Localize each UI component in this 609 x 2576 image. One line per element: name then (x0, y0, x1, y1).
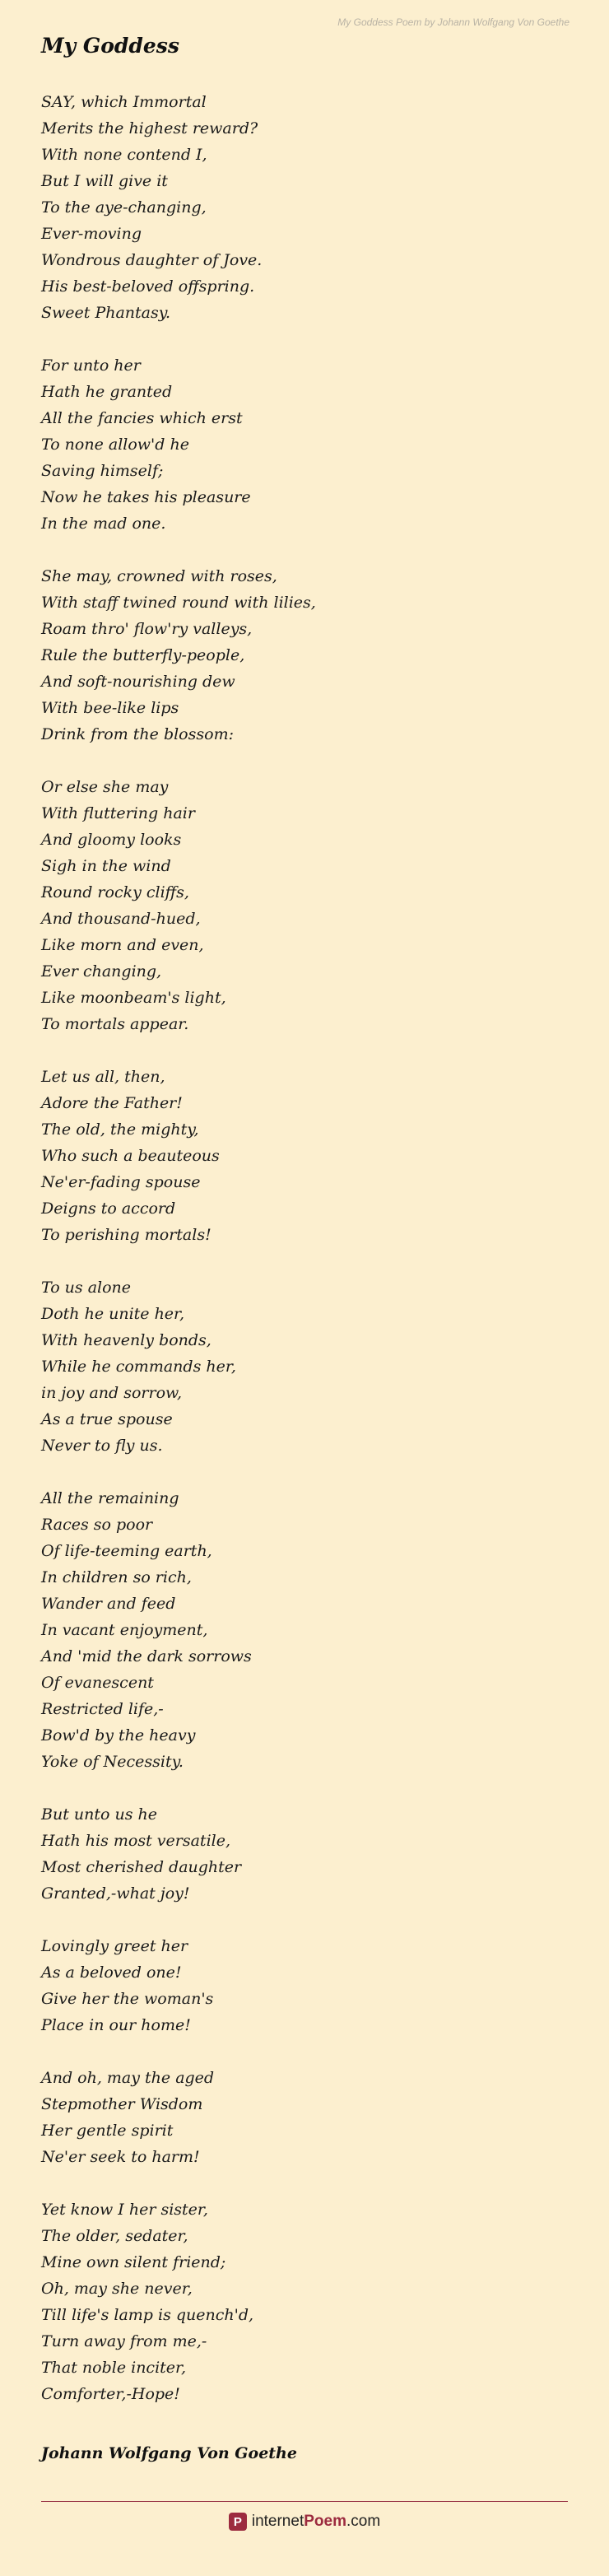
poem-line: Of life-teeming earth, (41, 1542, 212, 1560)
poem-line: Ne'er-fading spouse (41, 1173, 201, 1191)
poem-line: And oh, may the aged (41, 2069, 215, 2087)
poem-line: Stepmother Wisdom (41, 2095, 203, 2113)
poem-line: The old, the mighty, (41, 1120, 199, 1139)
poem-line: Let us all, then, (41, 1068, 165, 1086)
poem-line: To none allow'd he (41, 436, 189, 454)
poem-line: Turn away from me,- (41, 2332, 207, 2350)
stanza (41, 1274, 568, 1459)
poem-line: Sigh in the wind (41, 857, 171, 875)
stanza (41, 2196, 568, 2407)
stanza (41, 1933, 568, 2038)
poem-line: Restricted life,- (41, 1700, 164, 1718)
poem-line: Yet know I her sister, (41, 2201, 208, 2219)
poem-line: Doth he unite her, (41, 1305, 185, 1323)
poem-line: The older, sedater, (41, 2227, 188, 2245)
poem-line: Till life's lamp is quench'd, (41, 2306, 254, 2324)
poem-line: Hath his most versatile, (41, 1832, 231, 1850)
poem-line: Wander and feed (41, 1595, 176, 1613)
top-note: My Goddess Poem by Johann Wolfgang Von Goethe (337, 16, 569, 28)
poem-line: As a beloved one! (41, 1963, 182, 1982)
poem-body (41, 89, 568, 2434)
poem-line: To us alone (41, 1279, 132, 1297)
poem-line: Her gentle spirit (41, 2122, 174, 2140)
poem-line: Deigns to accord (41, 1199, 176, 1218)
poem-line: With bee-like lips (41, 699, 179, 717)
poem-line: Rule the butterfly-people, (41, 646, 245, 664)
logo-text (252, 2513, 380, 2531)
poem-line: Granted,-what joy! (41, 1884, 190, 1903)
poem-line: Roam thro' flow'ry valleys, (41, 620, 253, 638)
logo-brand: Poem (304, 2513, 346, 2530)
poem-line: Comforter,-Hope! (41, 2385, 180, 2403)
poem-line: With none contend I, (41, 146, 207, 164)
poem-line: Ever-moving (41, 225, 142, 243)
poem-line: Yoke of Necessity. (41, 1753, 184, 1771)
poem-line: And gloomy looks (41, 831, 182, 849)
poem-line: As a true spouse (41, 1410, 173, 1428)
poem-line: Place in our home! (41, 2016, 191, 2034)
poem-line: In vacant enjoyment, (41, 1621, 208, 1639)
poem-line: In the mad one. (41, 515, 166, 533)
poem-line: Or else she may (41, 778, 169, 796)
stanza (41, 89, 568, 326)
logo-suffix: .com (346, 2513, 381, 2530)
logo-icon: P (229, 2513, 247, 2531)
stanza (41, 2065, 568, 2170)
poem-author[interactable]: Johann Wolfgang Von Goethe (41, 2444, 297, 2462)
poem-line: Who such a beauteous (41, 1147, 220, 1165)
poem-line: Wondrous daughter of Jove. (41, 251, 263, 269)
stanza (41, 774, 568, 1037)
poem-line: With fluttering hair (41, 804, 195, 822)
poem-line: She may, crowned with roses, (41, 567, 277, 585)
poem-line: Like moonbeam's light, (41, 989, 226, 1007)
poem-line: That noble inciter, (41, 2359, 187, 2377)
poem-line: While he commands her, (41, 1358, 236, 1376)
poem-line: Lovingly greet her (41, 1937, 188, 1955)
poem-line: Mine own silent friend; (41, 2253, 226, 2271)
logo-prefix: internet (251, 2513, 304, 2530)
footer-divider (41, 2501, 568, 2502)
stanza (41, 1801, 568, 1907)
poem-line: Bow'd by the heavy (41, 1726, 196, 1745)
poem-line: Ne'er seek to harm! (41, 2148, 200, 2166)
poem-line: Hath he granted (41, 383, 173, 401)
poem-line: And thousand-hued, (41, 910, 201, 928)
stanza (41, 1485, 568, 1775)
poem-line: Most cherished daughter (41, 1858, 242, 1876)
poem-line: Races so poor (41, 1516, 153, 1534)
poem-line: His best-beloved offspring. (41, 277, 255, 296)
poem-line: Adore the Father! (41, 1094, 183, 1112)
poem-line: But unto us he (41, 1805, 157, 1824)
poem-line: All the fancies which erst (41, 409, 243, 427)
stanza (41, 352, 568, 537)
poem-line: Round rocky cliffs, (41, 883, 189, 901)
poem-line: Drink from the blossom: (41, 725, 234, 743)
poem-line: To the aye-changing, (41, 198, 207, 217)
poem-line: But I will give it (41, 172, 168, 190)
poem-line: Ever changing, (41, 962, 162, 981)
poem-line: With staff twined round with lilies, (41, 594, 316, 612)
poem-line: Never to fly us. (41, 1437, 163, 1455)
poem-line: Give her the woman's (41, 1990, 214, 2008)
poem-line: Sweet Phantasy. (41, 304, 170, 322)
poem-line: Oh, may she never, (41, 2280, 193, 2298)
poem-line: To mortals appear. (41, 1015, 189, 1033)
poem-line: in joy and sorrow, (41, 1384, 183, 1402)
poem-line: To perishing mortals! (41, 1226, 212, 1244)
poem-line: Of evanescent (41, 1674, 154, 1692)
poem-line: With heavenly bonds, (41, 1331, 212, 1349)
stanza (41, 563, 568, 748)
poem-line: Saving himself; (41, 462, 164, 480)
poem-line: Now he takes his pleasure (41, 488, 251, 506)
stanza (41, 1064, 568, 1248)
poem-line: In children so rich, (41, 1568, 192, 1586)
poem-line: And soft-nourishing dew (41, 673, 235, 691)
site-logo[interactable] (0, 2513, 609, 2531)
poem-line: Like morn and even, (41, 936, 204, 954)
poem-line: Merits the highest reward? (41, 119, 258, 137)
poem-line: SAY, which Immortal (41, 93, 207, 111)
poem-line: All the remaining (41, 1489, 179, 1507)
poem-line: And 'mid the dark sorrows (41, 1647, 252, 1665)
poem-title: My Goddess (41, 34, 179, 58)
poem-line: For unto her (41, 356, 141, 375)
